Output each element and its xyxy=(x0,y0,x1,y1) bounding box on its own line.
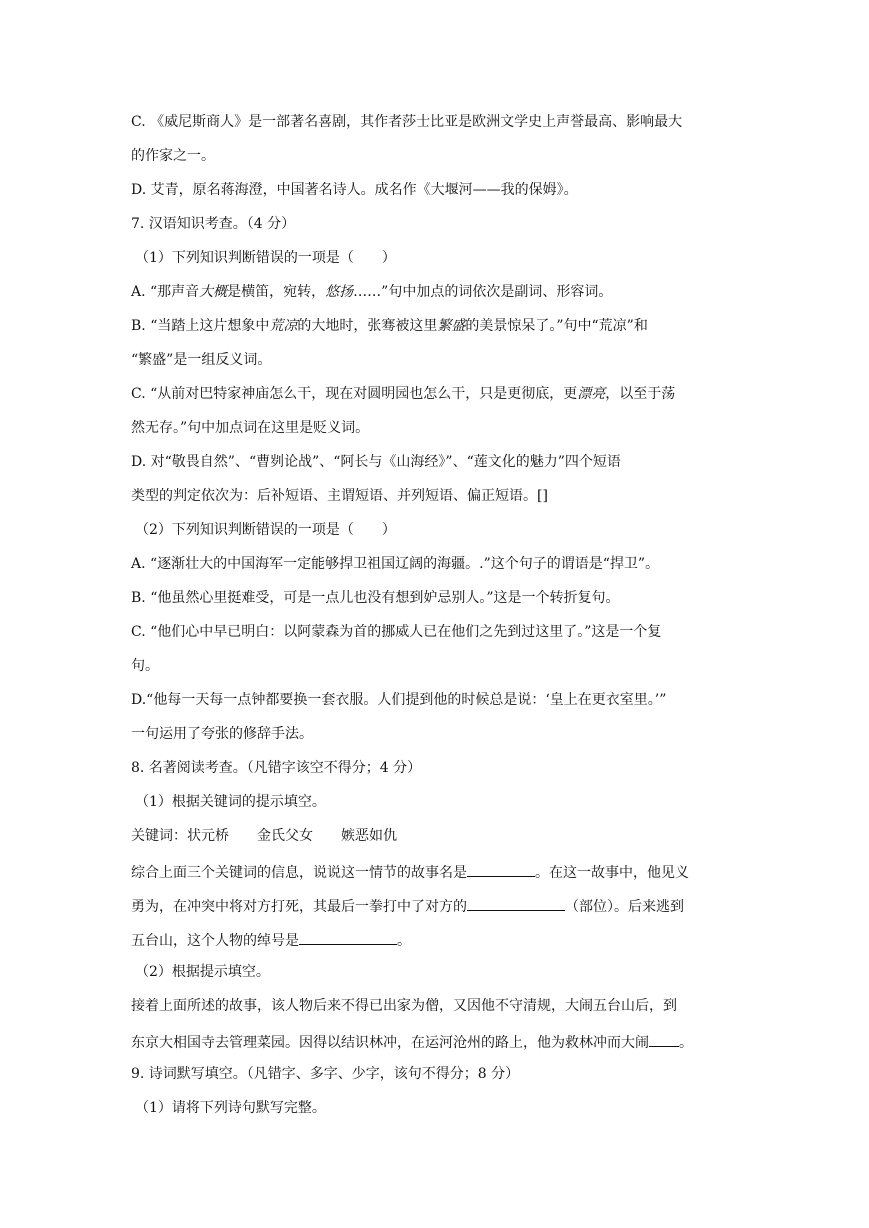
q8-part1-line2 xyxy=(131,894,684,914)
dotted-word: 繁盛 xyxy=(437,318,466,334)
q7-part2-option-a: A. “逐渐壮大的中国海军一定能够捍卫祖国辽阔的海疆。.”这个句子的谓语是“捍卫”。 xyxy=(131,556,660,572)
q7-part1-option-c-line1 xyxy=(131,384,675,404)
q7-part1-option-d-line1: D. 对“敬畏自然”、“曹刿论战”、“阿长与《山海经》”、“莲文化的魅力”四个短语 xyxy=(131,454,621,470)
keyword: 嫉恶如仇 xyxy=(341,828,397,844)
q7-part2-option-d-line2: 一句运用了夸张的修辞手法。 xyxy=(131,726,313,742)
option-text: A. “那声音 xyxy=(131,284,200,300)
keywords-label: 关键词： xyxy=(131,828,187,844)
prompt-text: 。在这一故事中，他见义 xyxy=(535,865,689,881)
q7-part2-option-c-line2: 句。 xyxy=(131,658,159,674)
prompt-text: 。 xyxy=(397,933,411,949)
uproar-place-blank[interactable] xyxy=(649,1030,679,1047)
option-text: ，以至于荡 xyxy=(605,386,676,402)
prompt-text: 勇为，在冲突中将对方打死，其最后一拳打中了对方的 xyxy=(131,899,467,915)
q9-title: 9. 诗词默写填空。（凡错字、多字、少字，该句不得分；8 分） xyxy=(131,1066,520,1082)
option-text: 是横笛，宛转， xyxy=(227,284,326,300)
story-name-blank[interactable] xyxy=(467,860,535,877)
prompt-text: 。 xyxy=(679,1035,693,1051)
q7-part2-question: （2）下列知识判断错误的一项是（ ） xyxy=(135,522,396,538)
q8-part2-line2 xyxy=(131,1030,693,1050)
q8-part1-question: （1）根据关键词的提示填空。 xyxy=(135,794,326,810)
q7-part2-option-b: B. “他虽然心里挺难受，可是一点儿也没有想到妒忌别人。”这是一个转折复句。 xyxy=(131,590,620,606)
q7-part1-question: （1）下列知识判断错误的一项是（ ） xyxy=(135,250,396,266)
q7-part2-option-c-line1: C. “他们心中早已明白：以阿蒙森为首的挪威人已在他们之先到过这里了。”这是一个复 xyxy=(131,624,662,640)
q7-part1-option-b-line1 xyxy=(131,316,648,336)
keyword: 金氏父女 xyxy=(257,828,313,844)
q7-title: 7. 汉语知识考查。（4 分） xyxy=(131,216,296,232)
dotted-word: 大概 xyxy=(199,284,228,300)
option-text: ……”句中加点的词依次是副词、形容词。 xyxy=(353,284,613,300)
nickname-blank[interactable] xyxy=(299,928,397,945)
q8-keywords xyxy=(131,826,397,846)
q7-part1-option-c-line2: 然无存。”句中加点词在这里是贬义词。 xyxy=(131,420,370,436)
prompt-text: 五台山，这个人物的绰号是 xyxy=(131,933,299,949)
q7-part1-option-d-line2: 类型的判定依次为：后补短语、主谓短语、并列短语、偏正短语。[] xyxy=(131,488,548,504)
option-text: C. “从前对巴特家神庙怎么干，现在对圆明园也怎么干，只是更彻底，更 xyxy=(131,386,578,402)
q6-option-c-line1: C. 《威尼斯商人》是一部著名喜剧，其作者莎士比亚是欧洲文学史上声誉最高、影响最大 xyxy=(131,114,683,130)
prompt-text: 综合上面三个关键词的信息，说说这一情节的故事名是 xyxy=(131,865,467,881)
q6-option-c-line2: 的作家之一。 xyxy=(131,148,215,164)
q8-part1-line1 xyxy=(131,860,689,880)
body-part-blank[interactable] xyxy=(467,894,565,911)
option-text: B. “当踏上这片想象中 xyxy=(131,318,270,334)
keyword: 状元桥 xyxy=(187,828,229,844)
q8-title: 8. 名著阅读考查。（凡错字该空不得分；4 分） xyxy=(131,760,422,776)
q7-part2-option-d-line1: D.“他每一天每一点钟都要换一套衣服。人们提到他的时候总是说：‘皇上在更衣室里。’” xyxy=(131,692,667,708)
dotted-word: 荒凉 xyxy=(269,318,298,334)
q8-part2-question: （2）根据提示填空。 xyxy=(135,964,270,980)
q9-part1-question: （1）请将下列诗句默写完整。 xyxy=(135,1100,326,1116)
q8-part1-line3 xyxy=(131,928,411,948)
q7-part1-option-a xyxy=(131,282,612,302)
q7-part1-option-b-line2: “繁盛”是一组反义词。 xyxy=(131,352,272,368)
option-text: 的美景惊呆了。”句中“荒凉”和 xyxy=(465,318,648,334)
option-text: 的大地时，张骞被这里 xyxy=(297,318,438,334)
q6-option-d: D. 艾青，原名蒋海澄，中国著名诗人。成名作《大堰河——我的保姆》。 xyxy=(131,182,578,198)
dotted-word: 悠扬 xyxy=(325,284,354,300)
prompt-text: （部位）。后来逃到 xyxy=(565,899,684,915)
dotted-word: 漂亮 xyxy=(577,386,606,402)
prompt-text: 东京大相国寺去管理菜园。因得以结识林冲，在运河沧州的路上，他为救林冲而大闹 xyxy=(131,1035,649,1051)
q8-part2-line1: 接着上面所述的故事，该人物后来不得已出家为僧，又因他不守清规，大闹五台山后，到 xyxy=(131,998,677,1014)
